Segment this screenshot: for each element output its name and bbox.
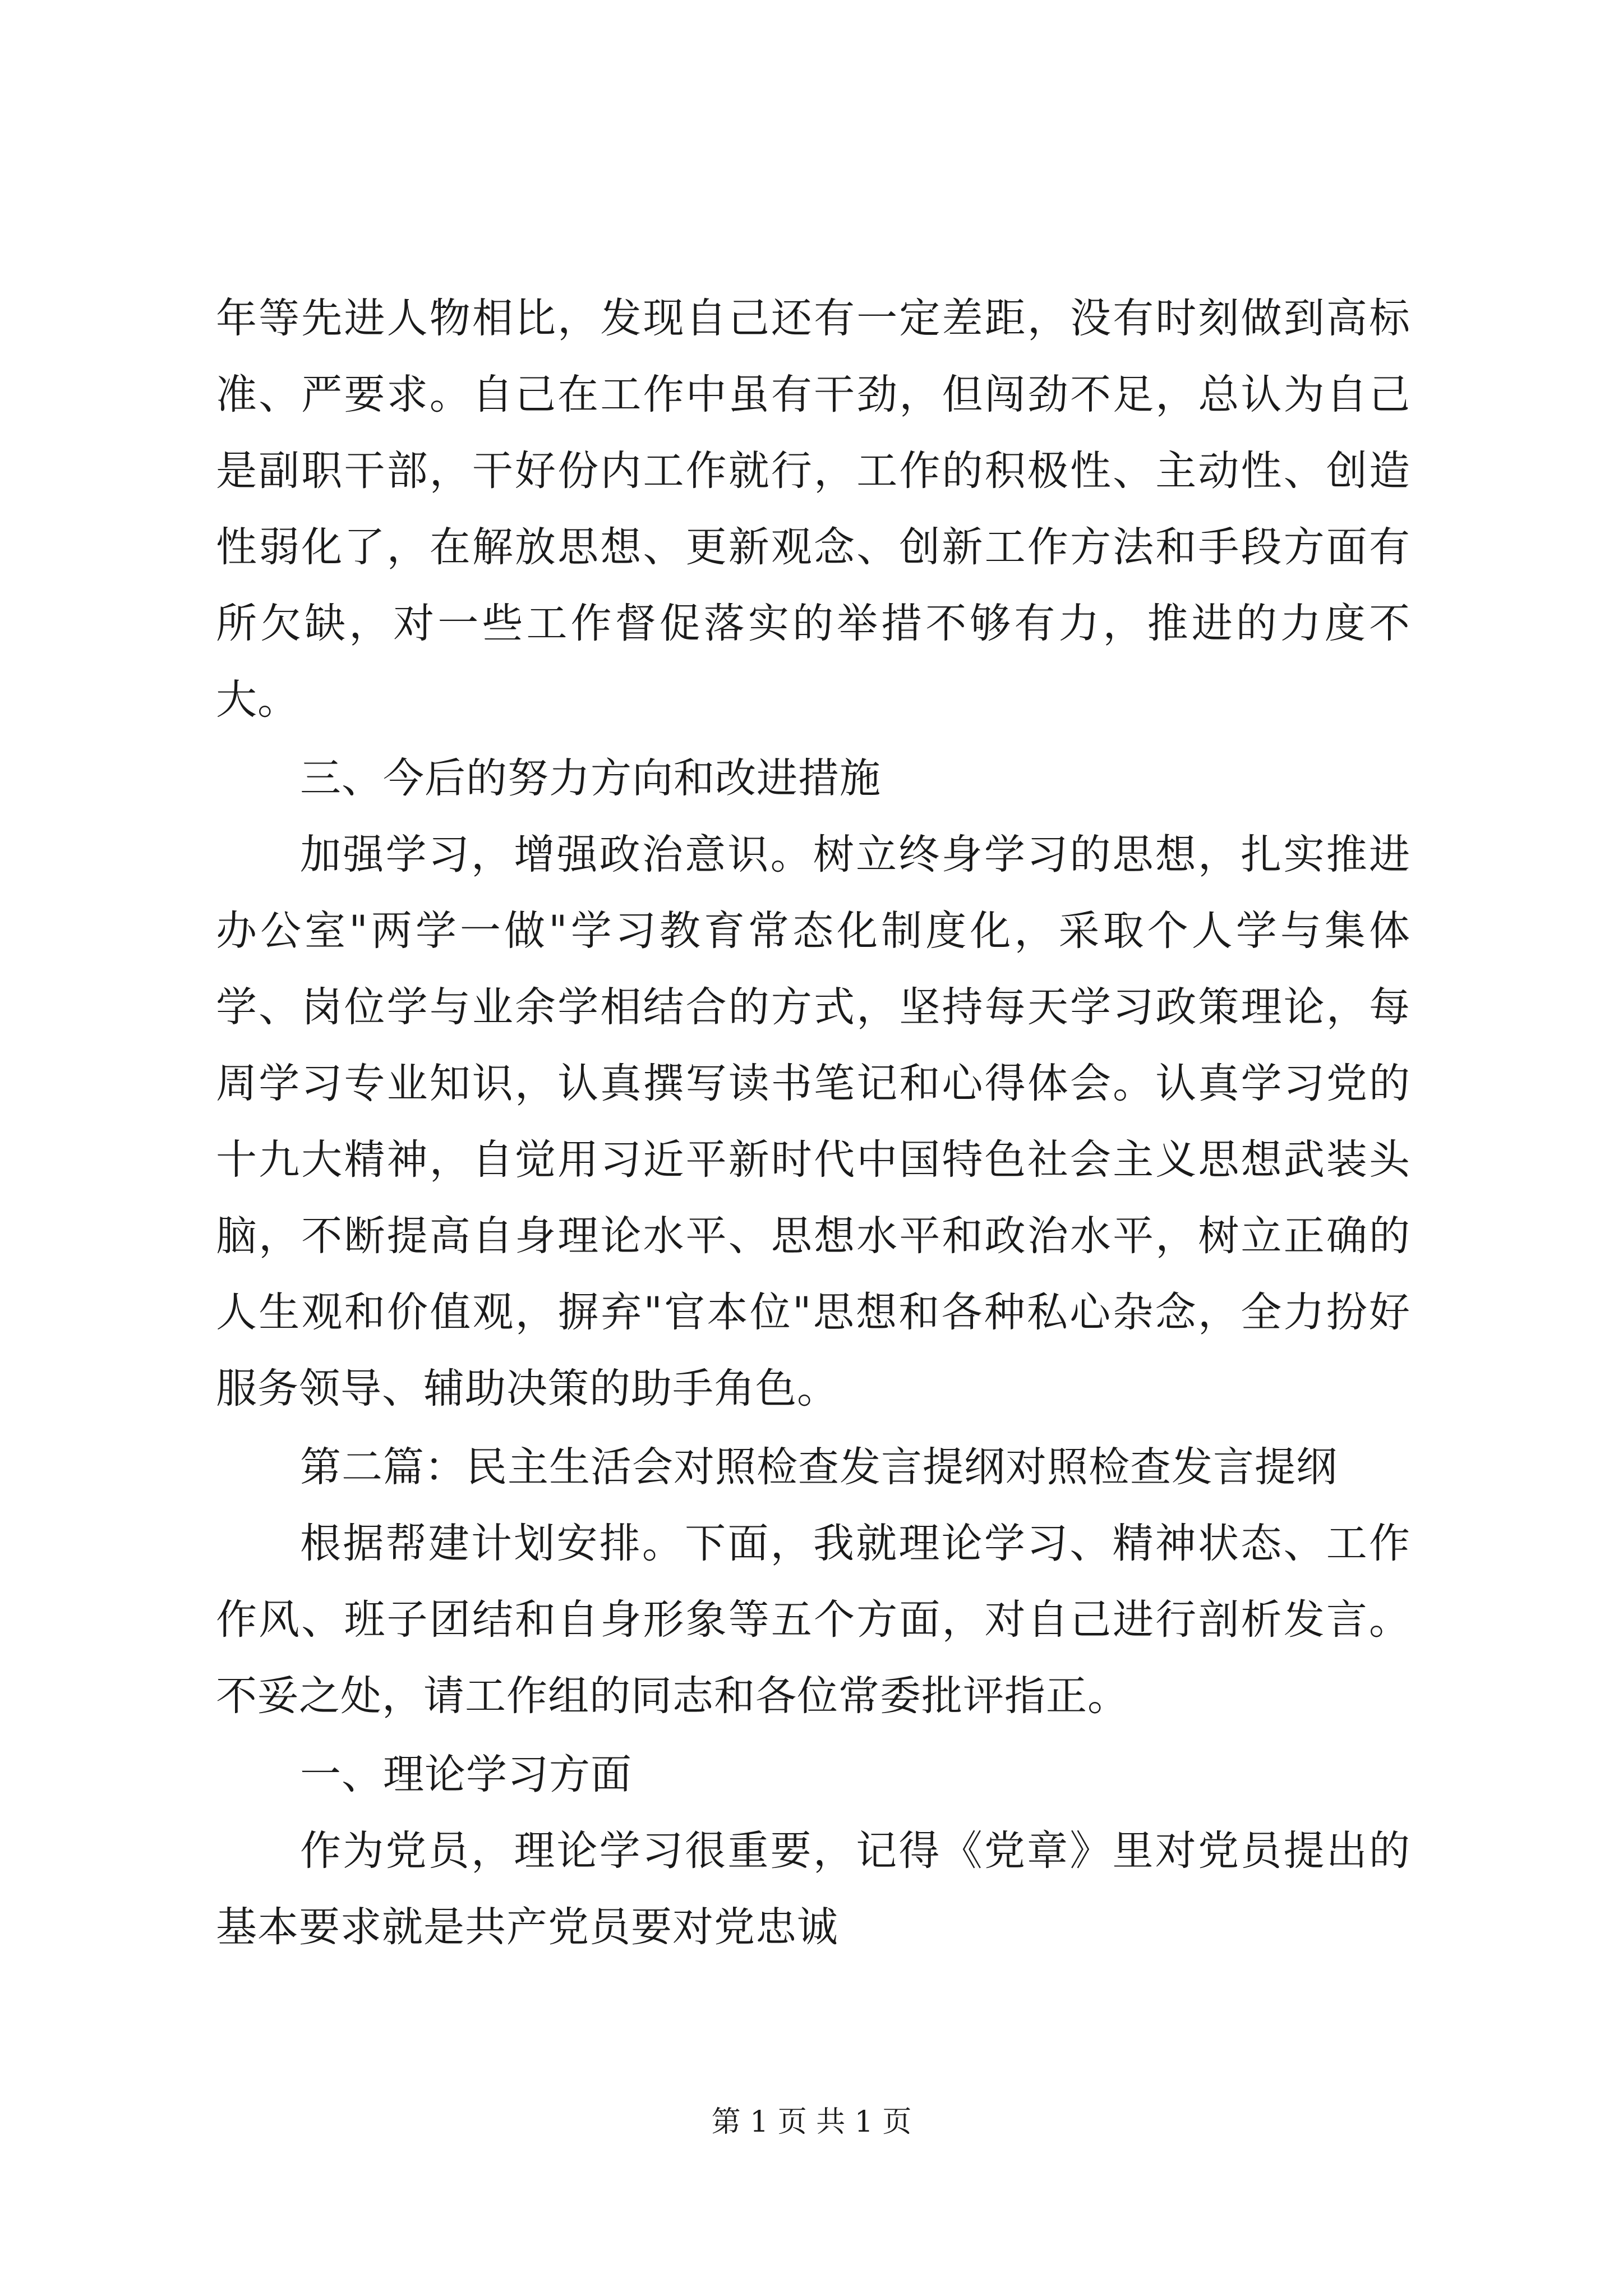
paragraph-introduction: 根据帮建计划安排。下面，我就理论学习、精神状态、工作作风、班子团结和自身形象等五个方面，对自己进行剖析发言。不妥之处，请工作组的同志和各位常委批评指正。 <box>216 1520 1410 1720</box>
paragraph-theory-study: 作为党员，理论学习很重要，记得《党章》里对党员提出的基本要求就是共产党员要对党忠诚 <box>216 1827 1410 1951</box>
chapter-title-second: 第二篇：民主生活会对照检查发言提纲对照检查发言提纲 <box>300 1443 1338 1491</box>
section-heading-theory-study: 一、理论学习方面 <box>300 1751 632 1798</box>
section-heading-future-direction: 三、今后的努力方向和改进措施 <box>300 754 881 802</box>
paragraph-strengthen-study: 加强学习，增强政治意识。树立终身学习的思想，扎实推进办公室"两学一做"学习教育常态化制度化，采取个人学与集体学、岗位学与业余学相结合的方式，坚持每天学习政策理论，每周学习专业知识，认真撰写读书笔记和心得体会。认真学习党的十九大精神，自觉用习近平新时代中国特色社会主义思想武装头脑，不断提高自身理论水平、思想水平和政治水平，树立正确的人生观和价值观，摒弃"官本位"思想和各种私心杂念，全力扮好服务领导、辅助决策的助手角色。 <box>216 831 1410 1412</box>
paragraph-continuation: 年等先进人物相比，发现自己还有一定差距，没有时刻做到高标准、严要求。自己在工作中虽有干劲，但闯劲不足，总认为自己是副职干部，干好份内工作就行，工作的积极性、主动性、创造性弱化了，在解放思想、更新观念、创新工作方法和手段方面有所欠缺，对一些工作督促落实的举措不够有力，推进的力度不大。 <box>216 295 1410 724</box>
document-body <box>216 280 1410 1966</box>
page-footer: 第 1 页 共 1 页 <box>711 2105 912 2139</box>
